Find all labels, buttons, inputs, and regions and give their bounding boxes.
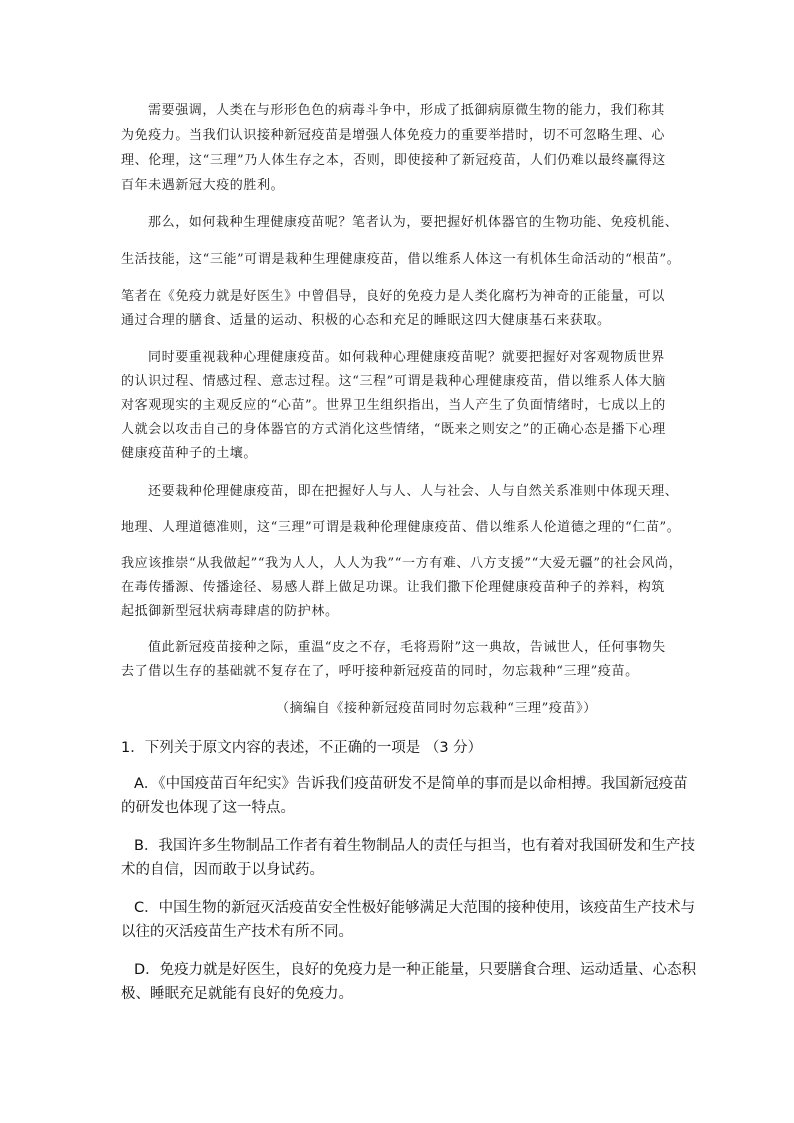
text-line: 起抵御新型冠状病毒肆虐的防护林。	[121, 604, 339, 619]
text-line: 笔者在《免疫力就是好医生》中曾倡导，良好的免疫力是人类化腐朽为神奇的正能量，可以	[121, 289, 666, 304]
text-line: 需要强调，人类在与形形色色的病毒斗争中，形成了抵御病原微生物的能力，我们称其	[148, 103, 665, 118]
text-line: 生活技能，这“三能”可谓是栽种生理健康疫苗，借以维系人体这一有机体生命活动的“根苗”。	[121, 252, 681, 267]
article-source: （摘编自《接种新冠疫苗同时勿忘栽种“三理”疫苗》）	[276, 701, 597, 716]
text-line: 地理、人理道德准则，这“三理”可谓是栽种伦理健康疫苗、借以维系人伦道德之理的“仁苗”。	[121, 520, 681, 535]
text-line: 百年未遇新冠大疫的胜利。	[121, 178, 285, 193]
text-line: 对客观现实的主观反应的“心苗”。世界卫生组织指出，当人产生了负面情绪时，七成以上的	[121, 398, 666, 413]
text-line: 值此新冠疫苗接种之际，重温“皮之不存，毛将焉附”这一典故，告诫世人，任何事物失	[148, 640, 666, 655]
option-c-line: 以往的灭活疫苗生产技术有所不同。	[121, 924, 353, 940]
text-line: 同时要重视栽种心理健康疫苗。如何栽种心理健康疫苗呢？就要把握好对客观物质世界	[148, 350, 665, 365]
text-line: 人就会以攻击自己的身体器官的方式消化这些情绪，“既来之则安之”的正确心态是播下心理	[121, 422, 666, 437]
option-d-line: D．免疫力就是好医生，良好的免疫力是一种正能量，只要膳食合理、运动适量、心态积	[134, 962, 697, 978]
text-line: 在毒传播源、传播途径、易感人群上做足功课。让我们撒下伦理健康疫苗种子的养料，构筑	[121, 580, 666, 595]
option-d-line: 极、睡眠充足就能有良好的免疫力。	[121, 986, 353, 1002]
text-line: 去了借以生存的基础就不复存在了，呼吁接种新冠疫苗的同时，勿忘栽种“三理”疫苗。	[121, 664, 639, 679]
option-a-line: A．《中国疫苗百年纪实》告诉我们疫苗研发不是简单的事而是以命相搏。我国新冠疫苗	[134, 776, 688, 792]
text-line: 还要栽种伦理健康疫苗，即在把握好人与人、人与社会、人与自然关系准则中体现天理、	[148, 484, 679, 499]
text-line: 为免疫力。当我们认识接种新冠疫苗是增强人体免疫力的重要举措时，切不可忽略生理、心	[121, 128, 666, 143]
text-line: 那么，如何栽种生理健康疫苗呢？笔者认为，要把握好机体器官的生物功能、免疫机能、	[148, 215, 679, 230]
text-line: 理、伦理，这“三理”乃人体生存之本，否则，即使接种了新冠疫苗，人们仍难以最终赢得这	[121, 153, 666, 168]
question-stem: 1．下列关于原文内容的表述，不正确的一项是 （3 分）	[121, 740, 483, 756]
option-b-line: 术的自信，因而敢于以身试药。	[121, 862, 324, 878]
option-a-line: 的研发也体现了这一特点。	[121, 800, 295, 816]
text-line: 的认识过程、情感过程、意志过程。这“三程”可谓是栽种心理健康疫苗，借以维系人体大脑	[121, 374, 666, 389]
text-line: 我应该推崇“从我做起”“我为人人，人人为我”“一方有难、八方支援”“大爱无疆”的社会风尚，	[121, 556, 683, 571]
option-c-line: C．中国生物的新冠灭活疫苗安全性极好能够满足大范围的接种使用，该疫苗生产技术与	[134, 900, 696, 916]
text-line: 通过合理的膳食、适量的运动、积极的心态和充足的睡眠这四大健康基石来获取。	[121, 313, 611, 328]
text-line: 健康疫苗种子的土壤。	[121, 446, 258, 461]
option-b-line: B．我国许多生物制品工作者有着生物制品人的责任与担当，也有着对我国研发和生产技	[134, 838, 695, 854]
